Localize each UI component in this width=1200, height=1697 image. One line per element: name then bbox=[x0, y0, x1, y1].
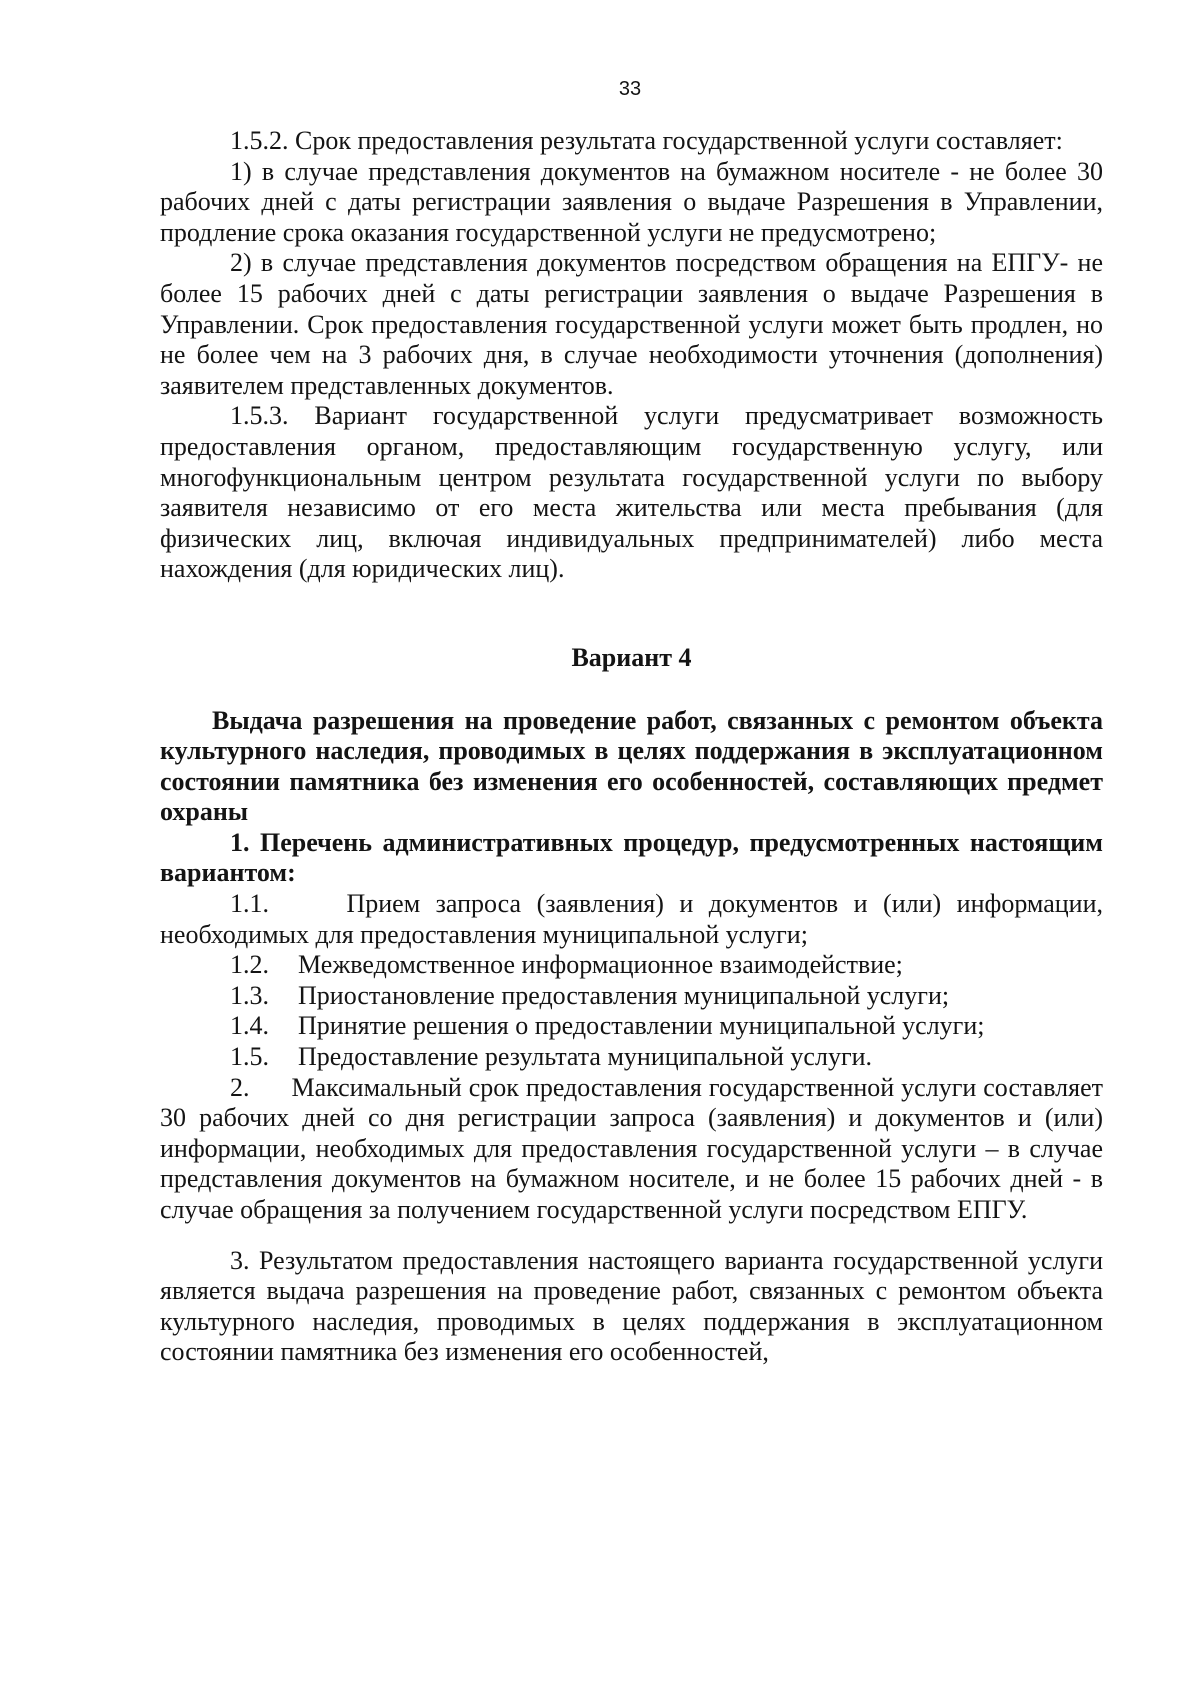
list-item bbox=[160, 1042, 1103, 1073]
document-body bbox=[160, 126, 1103, 1368]
list-item-text: Предоставление результата муниципальной услуги. bbox=[298, 1042, 873, 1072]
list-item-number: 1.4. bbox=[230, 1011, 269, 1041]
list-item bbox=[160, 950, 1103, 981]
page-number: 33 bbox=[618, 78, 642, 100]
list-item-number: 1.5. bbox=[230, 1042, 269, 1072]
list-item bbox=[160, 981, 1103, 1012]
list-item bbox=[160, 1011, 1103, 1042]
paragraph-1-5-2-item-1: 1) в случае представления документов на бумажном носителе - не более 30 рабочих дней с даты регистрации заявления о выдаче Разрешения в Управлении, продление срока оказания государственной услуги не предусмотрено; bbox=[160, 156, 1103, 247]
spacer bbox=[160, 1226, 1103, 1246]
paragraph-3: 3. Результатом предоставления настоящего варианта государственной услуги является выдача разрешения на проведение работ, связанных с ремонтом объекта культурного наследия, проводимых в целях поддержания в эксплуатационном состоянии памятника без изменения его особенностей, bbox=[160, 1245, 1103, 1367]
paragraph-2: 2. Максимальный срок предоставления государственной услуги составляет 30 рабочих дней со дня регистрации запроса (заявления) и документов и (или) информации, необходимых для предоставления государственной услуги – в случае представления документов на бумажном носителе, и не более 15 рабочих дней - в случае обращения за получением государственной услуги посредством ЕПГУ. bbox=[160, 1072, 1103, 1224]
list-item-number: 1.2. bbox=[230, 950, 269, 980]
variant-subtitle: Выдача разрешения на проведение работ, связанных с ремонтом объекта культурного наследия, проводимых в целях поддержания в эксплуатационном состоянии памятника без изменения его особенностей, составляющих предмет охраны bbox=[160, 705, 1103, 827]
list-item-number: 1.1. bbox=[230, 889, 269, 919]
section-1-title: 1. Перечень административных процедур, предусмотренных настоящим вариантом: bbox=[160, 827, 1103, 888]
list-item-text: Межведомственное информационное взаимодействие; bbox=[298, 950, 903, 980]
variant-title: Вариант 4 bbox=[571, 642, 692, 672]
paragraph-1-5-2-item-2: 2) в случае представления документов посредством обращения на ЕПГУ- не более 15 рабочих дней с даты регистрации заявления о выдаче Разрешения в Управлении. Срок предоставления государственной услуги может быть продлен, но не более чем на 3 рабочих дня, в случае необходимости уточнения (дополнения) заявителем представленных документов. bbox=[160, 248, 1103, 400]
list-item-number: 1.3. bbox=[230, 980, 269, 1010]
list-item-text: Прием запроса (заявления) и документов и (или) информации, необходимых для предоставления муниципальной услуги; bbox=[160, 889, 1103, 949]
list-item-text: Приостановление предоставления муниципальной услуги; bbox=[298, 980, 950, 1010]
paragraph-1-5-3: 1.5.3. Вариант государственной услуги предусматривает возможность предоставления органом, предоставляющим государственную услугу, или многофункциональным центром результата государственной услуги по выбору заявителя независимо от его места жительства или места пребывания (для физических лиц, включая индивидуальных предпринимателей) либо места нахождения (для юридических лиц). bbox=[160, 401, 1103, 584]
paragraph-1-5-2: 1.5.2. Срок предоставления результата государственной услуги составляет: bbox=[230, 126, 1063, 155]
list-item bbox=[160, 889, 1103, 950]
list-item-text: Принятие решения о предоставлении муниципальной услуги; bbox=[298, 1011, 985, 1041]
spacer bbox=[160, 674, 1103, 706]
spacer bbox=[160, 585, 1103, 643]
